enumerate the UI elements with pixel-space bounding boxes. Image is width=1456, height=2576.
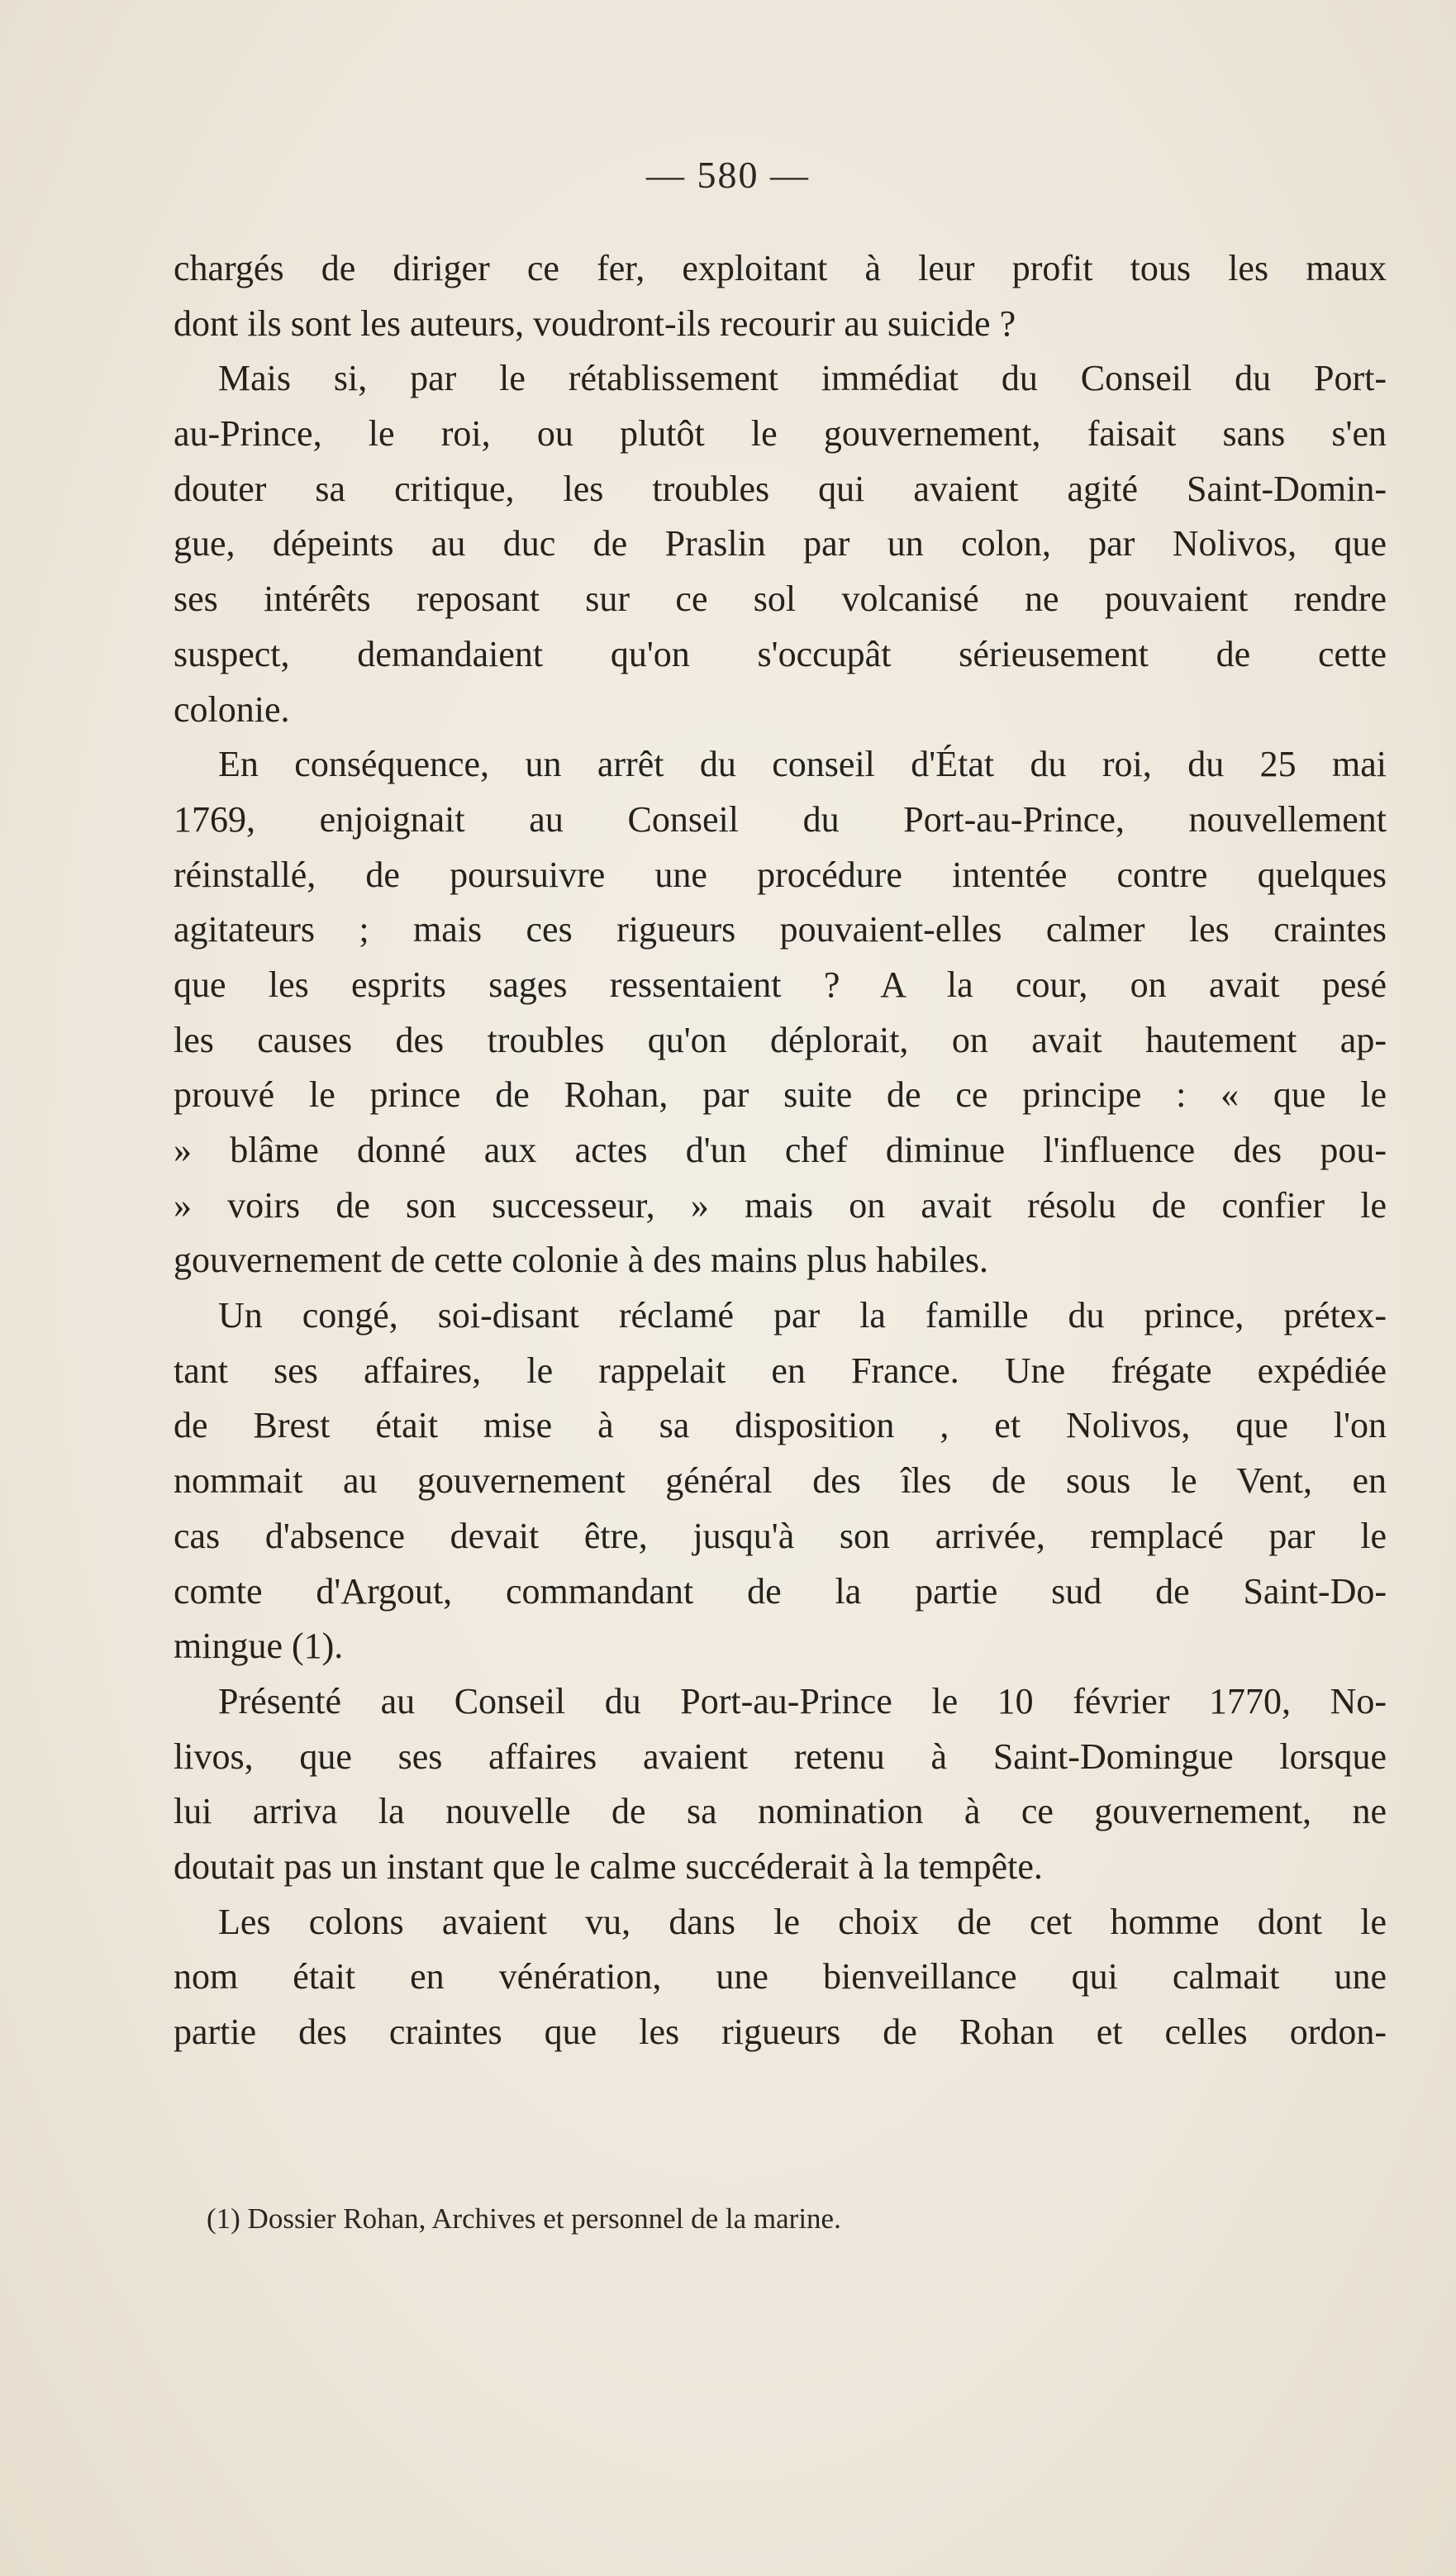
text-line: doutait pas un instant que le calme succéderait à la tempête. [174, 1845, 1043, 1887]
text-line: comte d'Argout, commandant de la partie sud de Saint-Do- [174, 1570, 1387, 1612]
text-line: douter sa critique, les troubles qui avaient agité Saint-Domin- [174, 468, 1387, 509]
text-line: tant ses affaires, le rappelait en France. Une frégate expédiée [174, 1350, 1387, 1391]
text-line: gouvernement de cette colonie à des mains plus habiles. [174, 1240, 989, 1281]
text-line: prouvé le prince de Rohan, par suite de ce principe : « que le [174, 1074, 1387, 1116]
footnote: (1) Dossier Rohan, Archives et personnel de la marine. [207, 2202, 841, 2235]
text-line: au-Prince, le roi, ou plutôt le gouvernement, faisait sans s'en [174, 413, 1387, 455]
text-line: Les colons avaient vu, dans le choix de cet homme dont le [218, 1901, 1387, 1942]
text-line: » voirs de son successeur, » mais on avait résolu de confier le [174, 1184, 1387, 1226]
text-line: Présenté au Conseil du Port-au-Prince le 10 février 1770, No- [218, 1680, 1387, 1721]
text-line: colonie. [174, 688, 290, 730]
text-line: que les esprits sages ressentaient ? A la cour, on avait pesé [174, 964, 1387, 1005]
text-line: chargés de diriger ce fer, exploitant à leur profit tous les maux [174, 248, 1387, 288]
text-line: nommait au gouvernement général des îles de sous le Vent, en [174, 1460, 1387, 1502]
text-line: En conséquence, un arrêt du conseil d'État du roi, du 25 mai [218, 744, 1387, 785]
text-line: de Brest était mise à sa disposition , et Nolivos, que l'on [174, 1405, 1387, 1446]
text-line: les causes des troubles qu'on déplorait, on avait hautement ap- [174, 1019, 1387, 1060]
text-line: Mais si, par le rétablissement immédiat du Conseil du Port- [218, 358, 1387, 399]
text-line: livos, que ses affaires avaient retenu à Saint-Domingue lorsque [174, 1736, 1387, 1777]
text-line: nom était en vénération, une bienveillance qui calmait une [174, 1956, 1387, 1997]
text-line: suspect, demandaient qu'on s'occupât sérieusement de cette [174, 633, 1387, 674]
text-line: cas d'absence devait être, jusqu'à son arrivée, remplacé par le [174, 1515, 1387, 1556]
text-line: mingue (1). [174, 1626, 344, 1667]
body-text [174, 241, 1387, 2060]
text-line: 1769, enjoignait au Conseil du Port-au-Prince, nouvellement [174, 798, 1387, 840]
text-line: réinstallé, de poursuivre une procédure intentée contre quelques [174, 854, 1387, 895]
text-line: » blâme donné aux actes d'un chef diminue l'influence des pou- [174, 1130, 1387, 1170]
text-line: gue, dépeints au duc de Praslin par un colon, par Nolivos, que [174, 523, 1387, 564]
text-line: dont ils sont les auteurs, voudront-ils recourir au suicide ? [174, 302, 1016, 344]
text-line: lui arriva la nouvelle de sa nomination à ce gouvernement, ne [174, 1791, 1387, 1832]
text-line: ses intérêts reposant sur ce sol volcanisé ne pouvaient rendre [174, 579, 1387, 620]
text-line: partie des craintes que les rigueurs de Rohan et celles ordon- [174, 2012, 1387, 2052]
page-number: — 580 — [646, 154, 810, 196]
text-line: Un congé, soi-disant réclamé par la famille du prince, prétex- [218, 1295, 1387, 1336]
text-line: agitateurs ; mais ces rigueurs pouvaient-elles calmer les craintes [174, 909, 1387, 950]
